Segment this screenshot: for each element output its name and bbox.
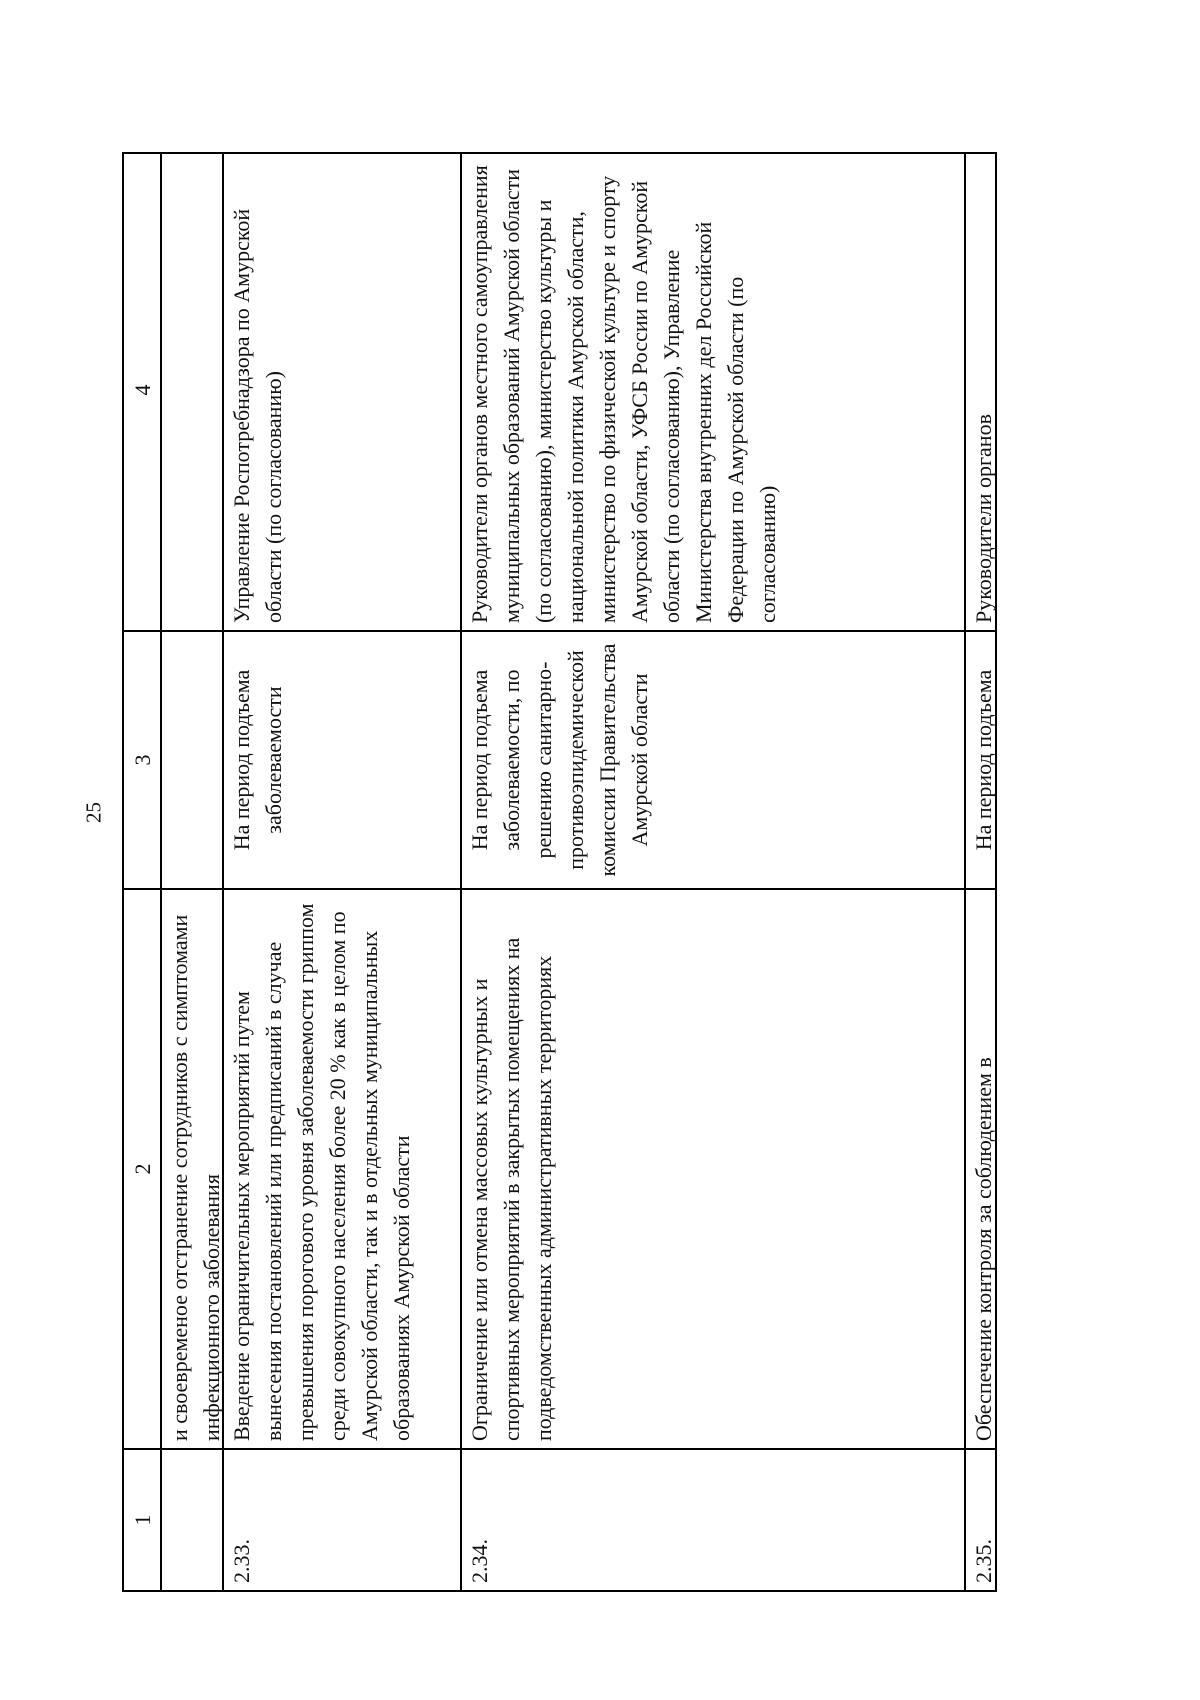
header-col-1: 1 xyxy=(130,1514,155,1526)
table-header-row xyxy=(124,154,160,1590)
row-action: Введение ограничительных мероприятий путем вынесения постановлений или предписаний в случае превышения порогового уровня заболеваемости гриппом среди совокупного населения более 20 % как в целом по Амурской области, так и в отдельных муниципальных образованиях Амурской области xyxy=(224,890,460,1450)
row-action: Ограничение или отмена массовых культурных и спортивных мероприятий в закрытых помещениях на подведомственных административных территориях xyxy=(462,890,964,1450)
row-period: На период подъема xyxy=(966,632,997,890)
measures-table xyxy=(122,152,997,1592)
row-number: 2.34. xyxy=(467,1539,492,1583)
row-action: Обеспечение контроля за соблюдением в xyxy=(966,890,997,1450)
table-row xyxy=(160,154,222,1590)
page-number: 25 xyxy=(81,802,106,823)
row-period: На период подъема заболеваемости xyxy=(224,632,460,890)
header-col-4: 4 xyxy=(124,150,160,632)
row-period: На период подъема заболеваемости, по решению санитарно-противоэпидемической комиссии Правительства Амурской области xyxy=(462,632,964,890)
row-period xyxy=(162,632,222,890)
table-row xyxy=(222,154,460,1590)
header-col-2: 2 xyxy=(124,890,160,1450)
row-responsible: Руководители органов xyxy=(966,150,997,632)
row-responsible xyxy=(162,150,222,632)
row-action: и своевременое отстранение сотрудников с симптомами инфекционного заболевания xyxy=(162,890,222,1450)
row-number xyxy=(162,1450,222,1590)
header-col-3: 3 xyxy=(124,632,160,890)
row-responsible: Руководители органов местного самоуправления муниципальных образований Амурской области (по согласованию), министерство культуры и национальной политики Амурской области, министерство по физической культуре и спорту Амурской области, УФСБ России по Амурской области (по согласованию), Управление Министерства внутренних дел Российской Федерации по Амурской области (по согласованию) xyxy=(462,150,964,632)
row-number: 2.35. xyxy=(971,1539,996,1583)
row-responsible: Управление Роспотребнадзора по Амурской области (по согласованию) xyxy=(224,150,460,632)
table-row xyxy=(460,154,964,1590)
row-number: 2.33. xyxy=(229,1539,254,1583)
table-row xyxy=(964,154,997,1590)
